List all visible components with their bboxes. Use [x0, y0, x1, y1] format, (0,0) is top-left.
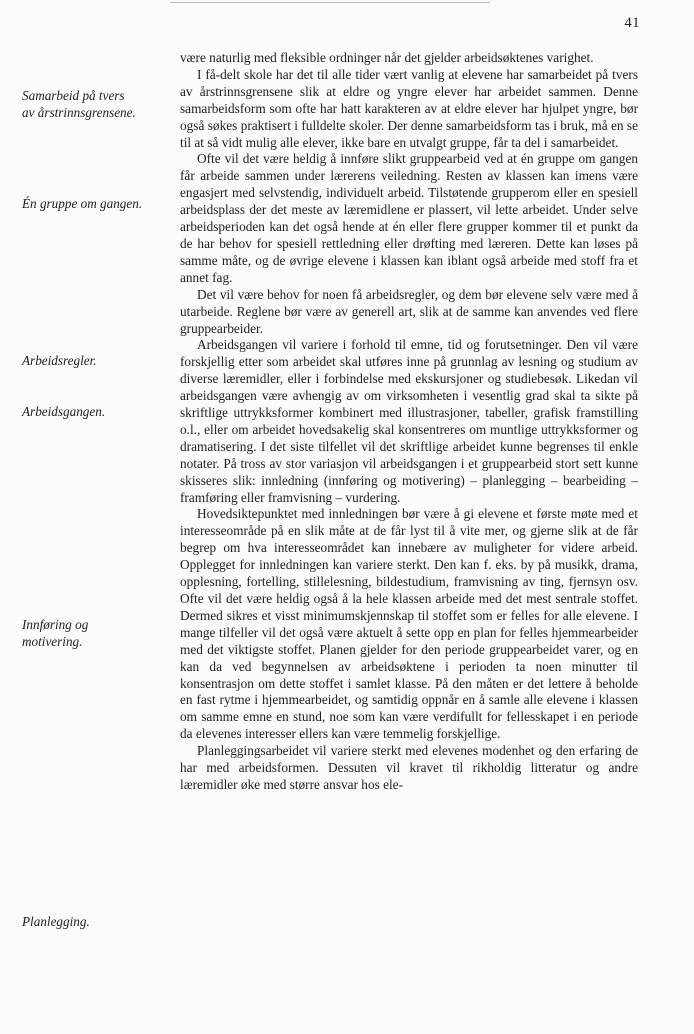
margin-note-line: Én gruppe om gangen.	[22, 196, 143, 211]
margin-note-line: Samarbeid på tvers	[22, 88, 125, 103]
paragraph-en-gruppe: Ofte vil det være heldig å innføre slikt gruppearbeid ved at én gruppe om gangen får arbeide sammen under lærerens veiledning. Resten av klassen kan imens være engasjert med selvstendig, individuelt arbeid. Tilstøtende grupperom eller en spesiell arbeidsplass der det meste av læremidlene er plassert, vil lette arbeidet. Under selve arbeidsperioden kan det også hende at én eller flere grupper kommer til et punkt da de har behov for spesiell rettledning eller drøfting med læreren. Dette kan løses på samme måte, og de øvrige elevene i klassen kan iblant også arbeide med stoff fra et annet fag.	[180, 151, 638, 285]
margin-note-line: motivering.	[22, 634, 83, 649]
paragraph-varighet: være naturlig med fleksible ordninger når det gjelder arbeidsøktenes varighet.	[180, 50, 594, 65]
paragraph-samarbeid: I få-delt skole har det til alle tider vært vanlig at elevene har samarbeidet på tvers av årstrinnsgrensene slik at eldre og yngre elever har arbeidet sammen. Denne samarbeidsform som ofte har hatt karakteren av at eldre elever har hjulpet yngre, bør også søkes praktisert i fulldelte skoler. Der denne samarbeidsform tas i bruk, må en se til at så vidt mulig alle elever, ikke bare en utvalgt gruppe, får ta del i samarbeidet.	[180, 66, 638, 150]
paragraph-innforing: Hovedsiktepunktet med innledningen bør være å gi elevene et første møte med et interesseområde på en slik måte at de får lyst til å vite mer, og gjerne slik at de får begrep om hva interesseområdet kan innebære av muligheter for videre arbeid. Opplegget for innledningen kan variere sterkt. Den kan f. eks. by på musikk, drama, opplesning, fortelling, stillelesning, bildestudium, framvisning av ting, fjernsyn osv. Ofte vil det være heldig også å la hele klassen arbeide med det mest sentrale stoffet. Dermed sikres et visst minimumskjennskap til stoffet som er felles for alle elevene. I mange tilfeller vil det også være aktuelt å sette opp en plan for felles hjemmearbeider med det viktigste stoffet. Planen gjelder for den periode gruppearbeidet varer, og en kan da ved begynnelsen av arbeidsøktene i perioden ta noen minutter til konsentrasjon om dette stoffet i samlet klasse. På den måten er det lettere å beholde en fast rytme i hjemmearbeidet, og samtidig oppnår en å samle alle elevene i klassen om samme emne en stund, noe som kan være verdifullt for fellesskapet i en periode da elevenes interesser ellers kan være temmelig forskjellige.	[180, 506, 638, 742]
top-rule	[170, 2, 490, 3]
paragraph-arbeidsregler: Det vil være behov for noen få arbeidsregler, og dem bør elevene selv være med å utarbeide. Reglene bør være av generell art, slik at de samme kan anvendes ved flere gruppearbeider.	[180, 286, 638, 336]
margin-note-en-gruppe	[22, 195, 182, 212]
margin-note-line: Innføring og	[22, 617, 89, 632]
margin-note-planlegging	[22, 913, 182, 930]
margin-note-line: Arbeidsregler.	[22, 353, 97, 368]
margin-note-line: av årstrinnsgrensene.	[22, 105, 136, 120]
margin-note-samarbeid	[22, 87, 182, 121]
page-number: 41	[624, 15, 640, 31]
paragraph-arbeidsgangen: Arbeidsgangen vil variere i forhold til emne, tid og forutsetninger. Den vil være forskjellig etter som arbeidet skal utføres inne på grunnlag av lesning og studium av diverse læremidler, eller i forbindelse med ekskursjoner og studiebesøk. Likedan vil arbeidsgangen være avhengig av om virksomheten i vesentlig grad skal ta sikte på skriftlige uttrykksformer kombinert med illustrasjoner, tabeller, grafisk framstilling o.l., eller om arbeidet hovedsakelig skal konsentreres om muntlige uttrykksformer og dramatisering. I det siste tilfellet vil det skriftlige arbeidet kunne begrenses til enkle notater. På tross av stor variasjon vil arbeidsgangen i et gruppearbeid stort sett kunne skisseres slik: innledning (innføring og motivering) – planlegging – bearbeiding – framføring eller framvisning – vurdering.	[180, 337, 638, 505]
margin-note-line: Planlegging.	[22, 914, 90, 929]
paragraph-planlegging: Planleggingsarbeidet vil variere sterkt med elevenes modenhet og den erfaring de har med arbeidsformen. Dessuten vil kravet til rikholdig litteratur og andre læremidler øke med større ansvar hos ele-	[180, 743, 638, 792]
body-text	[180, 50, 638, 794]
margin-note-line: Arbeidsgangen.	[22, 404, 106, 419]
margin-note-arbeidsregler	[22, 352, 182, 369]
margin-note-arbeidsgangen	[22, 403, 182, 420]
margin-note-innforing	[22, 616, 182, 650]
